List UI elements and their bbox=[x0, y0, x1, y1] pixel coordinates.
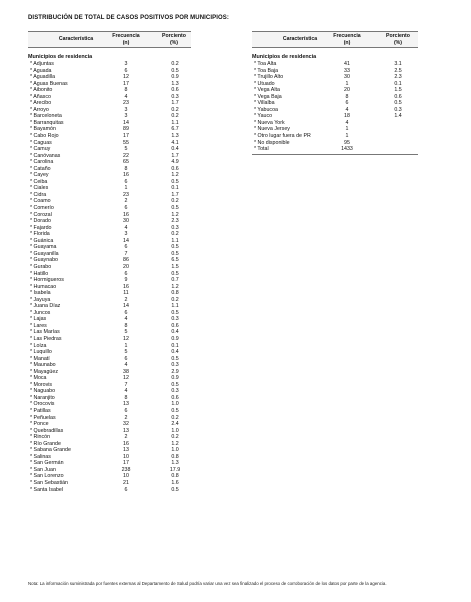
header-caracteristica: Característica bbox=[282, 36, 318, 42]
row-porciento: 1.3 bbox=[171, 80, 179, 87]
row-name: * Moca bbox=[30, 375, 47, 382]
row-name: * Utuado bbox=[254, 80, 275, 87]
header-frecuencia-unit: (n) bbox=[343, 40, 351, 46]
row-porciento: 0.5 bbox=[394, 100, 402, 107]
row-name: * Vega Alta bbox=[254, 87, 280, 94]
row-name: * Adjuntas bbox=[30, 61, 54, 67]
row-frecuencia: 3 bbox=[124, 61, 128, 67]
row-name: * Yauco bbox=[254, 113, 273, 120]
row-name: * Patillas bbox=[30, 407, 51, 414]
table-row bbox=[252, 146, 418, 153]
row-frecuencia: 16 bbox=[123, 440, 129, 447]
table-body bbox=[252, 61, 418, 153]
row-porciento: 1.2 bbox=[171, 172, 179, 179]
row-name: * Camuy bbox=[30, 146, 51, 153]
row-name: * Fajardo bbox=[30, 224, 52, 231]
row-frecuencia: 20 bbox=[344, 87, 350, 94]
row-porciento: 1.2 bbox=[171, 440, 179, 447]
row-frecuencia: 30 bbox=[123, 218, 129, 225]
row-frecuencia: 6 bbox=[124, 178, 128, 185]
header-frecuencia: Frecuencia bbox=[112, 33, 140, 39]
row-frecuencia: 3 bbox=[124, 113, 128, 120]
row-frecuencia: 17 bbox=[123, 80, 129, 87]
row-name: * Vega Baja bbox=[254, 93, 282, 100]
table-body bbox=[28, 61, 191, 493]
row-frecuencia: 6 bbox=[124, 486, 128, 493]
row-porciento: 2.3 bbox=[394, 74, 402, 81]
row-name: * Las Piedras bbox=[30, 335, 62, 342]
row-frecuencia: 14 bbox=[123, 237, 129, 244]
row-name: * Otro lugar fuera de PR bbox=[254, 133, 311, 140]
row-porciento: 0.1 bbox=[171, 342, 179, 349]
row-name: * Juana Díaz bbox=[30, 303, 61, 310]
row-porciento: 0.4 bbox=[171, 329, 179, 336]
row-porciento: 1.2 bbox=[171, 211, 179, 218]
row-name: * Isabela bbox=[30, 290, 51, 297]
row-name: * Las Marías bbox=[30, 329, 60, 336]
row-name: * Arroyo bbox=[30, 106, 49, 113]
row-frecuencia: 2 bbox=[124, 296, 128, 303]
row-name: * San Lorenzo bbox=[30, 473, 64, 480]
row-name: * Loíza bbox=[30, 342, 47, 349]
row-frecuencia: 12 bbox=[123, 74, 129, 81]
row-frecuencia: 1 bbox=[124, 185, 128, 192]
row-name: * Coamo bbox=[30, 198, 51, 205]
row-name: * Cabo Rojo bbox=[30, 133, 59, 140]
row-porciento: 2.4 bbox=[171, 421, 179, 428]
row-frecuencia: 1433 bbox=[341, 146, 353, 153]
header-frecuencia: Frecuencia bbox=[333, 33, 361, 39]
row-name: * San Juan bbox=[30, 466, 56, 473]
row-frecuencia: 32 bbox=[123, 421, 129, 428]
row-frecuencia: 5 bbox=[124, 329, 128, 336]
row-porciento: 0.8 bbox=[171, 453, 179, 460]
row-name: * Trujillo Alto bbox=[254, 74, 284, 81]
row-name: * Manatí bbox=[30, 355, 50, 362]
row-porciento: 0.3 bbox=[394, 106, 402, 113]
row-porciento: 0.6 bbox=[171, 165, 179, 172]
row-frecuencia: 4 bbox=[345, 119, 349, 126]
row-frecuencia: 17 bbox=[123, 460, 129, 467]
row-frecuencia: 1 bbox=[345, 126, 349, 133]
row-frecuencia: 38 bbox=[123, 368, 129, 375]
row-porciento: 1.0 bbox=[171, 401, 179, 408]
row-name: * Santa Isabel bbox=[30, 486, 63, 493]
table-header bbox=[28, 31, 191, 48]
row-name: * Lares bbox=[30, 322, 47, 329]
row-frecuencia: 1 bbox=[345, 80, 349, 87]
row-name: * Toa Alta bbox=[254, 61, 277, 67]
row-frecuencia: 5 bbox=[124, 146, 128, 153]
row-porciento: 2.5 bbox=[394, 67, 402, 74]
row-porciento: 0.8 bbox=[171, 290, 179, 297]
row-name: * Salinas bbox=[30, 453, 51, 460]
row-name: * Hatillo bbox=[30, 270, 49, 277]
row-porciento: 6.5 bbox=[171, 257, 179, 264]
row-porciento: 0.2 bbox=[171, 296, 179, 303]
row-porciento: 0.2 bbox=[171, 414, 179, 421]
row-porciento: 1.1 bbox=[171, 303, 179, 310]
row-name: * Aguada bbox=[30, 67, 52, 74]
page-title: DISTRIBUCIÓN DE TOTAL DE CASOS POSITIVOS POR MUNICIPIOS: bbox=[28, 15, 229, 21]
row-name: * San Sebastián bbox=[30, 480, 68, 486]
row-porciento: 0.5 bbox=[171, 205, 179, 212]
row-name: * Peñuelas bbox=[30, 414, 56, 421]
row-name: * No disponible bbox=[254, 139, 290, 146]
header-porciento-unit: (%) bbox=[169, 40, 179, 46]
row-frecuencia: 23 bbox=[123, 100, 129, 107]
row-porciento: 1.3 bbox=[171, 460, 179, 467]
row-frecuencia: 6 bbox=[345, 100, 349, 107]
row-frecuencia: 17 bbox=[123, 133, 129, 140]
row-frecuencia: 16 bbox=[123, 211, 129, 218]
row-frecuencia: 10 bbox=[123, 473, 129, 480]
row-porciento: 0.3 bbox=[171, 93, 179, 100]
row-porciento: 0.5 bbox=[171, 486, 179, 493]
row-name: * Total bbox=[254, 146, 269, 153]
row-frecuencia: 6 bbox=[124, 244, 128, 251]
row-frecuencia: 6 bbox=[124, 67, 128, 74]
row-porciento: 0.4 bbox=[171, 349, 179, 356]
row-name: * Rincón bbox=[30, 434, 51, 441]
row-porciento: 2.9 bbox=[171, 368, 179, 375]
row-porciento: 1.1 bbox=[171, 237, 179, 244]
row-porciento: 1.5 bbox=[171, 263, 179, 270]
row-name: * Río Grande bbox=[30, 440, 61, 447]
row-name: * Ciales bbox=[30, 185, 49, 192]
row-porciento: 0.3 bbox=[171, 388, 179, 395]
row-frecuencia: 4 bbox=[124, 93, 128, 100]
row-porciento: 3.1 bbox=[394, 61, 402, 67]
row-frecuencia: 13 bbox=[123, 447, 129, 454]
row-frecuencia: 16 bbox=[123, 283, 129, 290]
row-porciento: 0.6 bbox=[394, 93, 402, 100]
row-name: * Cayey bbox=[30, 172, 49, 179]
row-frecuencia: 18 bbox=[344, 113, 350, 120]
row-frecuencia: 6 bbox=[124, 407, 128, 414]
row-name: * Guayanilla bbox=[30, 250, 59, 257]
row-name: * Maunabo bbox=[30, 362, 56, 369]
row-name: * Ponce bbox=[30, 421, 49, 428]
row-porciento: 0.3 bbox=[171, 224, 179, 231]
row-name: * Dorado bbox=[30, 218, 51, 225]
row-name: * Jayuya bbox=[30, 296, 51, 303]
row-name: * Guayama bbox=[30, 244, 57, 251]
row-name: * Aguas Buenas bbox=[30, 80, 68, 87]
row-name: * Naguabo bbox=[30, 388, 56, 395]
row-name: * Yabucoa bbox=[254, 106, 278, 113]
row-frecuencia: 55 bbox=[123, 139, 129, 146]
row-porciento: 4.9 bbox=[171, 159, 179, 166]
row-porciento: 0.9 bbox=[171, 335, 179, 342]
row-frecuencia: 7 bbox=[124, 250, 128, 257]
row-name: * Lajas bbox=[30, 316, 47, 323]
row-name: * Humacao bbox=[30, 283, 57, 290]
row-name: * Guaynabo bbox=[30, 257, 58, 264]
row-name: * Caguas bbox=[30, 139, 52, 146]
table-header bbox=[252, 31, 418, 48]
row-porciento: 1.3 bbox=[171, 133, 179, 140]
row-name: * Guánica bbox=[30, 237, 54, 244]
row-frecuencia: 4 bbox=[345, 106, 349, 113]
row-porciento: 0.7 bbox=[171, 277, 179, 284]
row-name: * Cataño bbox=[30, 165, 51, 172]
municipios-table-left bbox=[28, 31, 191, 493]
row-name: * Carolina bbox=[30, 159, 54, 166]
row-porciento: 0.5 bbox=[171, 67, 179, 74]
row-frecuencia: 2 bbox=[124, 414, 128, 421]
row-porciento: 0.5 bbox=[171, 270, 179, 277]
row-name: * Hormigueros bbox=[30, 277, 64, 284]
row-frecuencia: 10 bbox=[123, 453, 129, 460]
row-frecuencia: 6 bbox=[124, 309, 128, 316]
row-porciento: 0.2 bbox=[171, 231, 179, 238]
row-name: * Sabana Grande bbox=[30, 447, 71, 454]
municipios-table-right bbox=[252, 31, 418, 153]
row-name: * Juncos bbox=[30, 309, 51, 316]
row-frecuencia: 21 bbox=[123, 480, 129, 486]
row-frecuencia: 12 bbox=[123, 375, 129, 382]
row-porciento: 0.2 bbox=[171, 198, 179, 205]
row-name: * Florida bbox=[30, 231, 50, 238]
row-name: * Arecibo bbox=[30, 100, 52, 107]
row-porciento: 17.9 bbox=[169, 466, 181, 473]
row-porciento: 0.5 bbox=[171, 244, 179, 251]
row-frecuencia: 8 bbox=[124, 394, 128, 401]
row-frecuencia: 41 bbox=[344, 61, 350, 67]
row-name: * Añasco bbox=[30, 93, 51, 100]
row-porciento: 0.5 bbox=[171, 355, 179, 362]
row-name: * San Germán bbox=[30, 460, 64, 467]
row-frecuencia: 3 bbox=[124, 106, 128, 113]
row-frecuencia: 89 bbox=[123, 126, 129, 133]
row-porciento: 1.1 bbox=[171, 119, 179, 126]
row-frecuencia: 4 bbox=[124, 388, 128, 395]
row-porciento: 0.5 bbox=[171, 407, 179, 414]
row-frecuencia: 11 bbox=[123, 290, 129, 297]
row-frecuencia: 95 bbox=[344, 139, 350, 146]
row-frecuencia: 22 bbox=[123, 152, 129, 159]
header-porciento-unit: (%) bbox=[393, 40, 403, 46]
row-name: * Orocovis bbox=[30, 401, 55, 408]
row-frecuencia: 65 bbox=[123, 159, 129, 166]
section-label: Municipios de residencia bbox=[28, 54, 93, 60]
row-name: * Gurabo bbox=[30, 263, 52, 270]
row-porciento: 1.4 bbox=[394, 113, 402, 120]
row-porciento: 1.0 bbox=[171, 427, 179, 434]
row-porciento: 0.9 bbox=[171, 74, 179, 81]
row-porciento: 0.1 bbox=[171, 185, 179, 192]
row-name: * Cidra bbox=[30, 191, 47, 198]
row-frecuencia: 8 bbox=[345, 93, 349, 100]
row-porciento: 0.6 bbox=[171, 87, 179, 94]
footnote: Nota: La información suministrada por fuentes externas al Departamento de Salud podría variar una vez sea finalizado el proceso de corroboración de los datos por parte de la agencia. bbox=[28, 581, 387, 586]
row-name: * Toa Baja bbox=[254, 67, 279, 74]
row-frecuencia: 8 bbox=[124, 322, 128, 329]
row-frecuencia: 6 bbox=[124, 355, 128, 362]
row-name: * Quebradillas bbox=[30, 427, 64, 434]
row-frecuencia: 5 bbox=[124, 349, 128, 356]
row-frecuencia: 23 bbox=[123, 191, 129, 198]
row-frecuencia: 9 bbox=[124, 277, 128, 284]
row-frecuencia: 7 bbox=[124, 381, 128, 388]
row-frecuencia: 16 bbox=[123, 172, 129, 179]
row-porciento: 1.6 bbox=[171, 480, 179, 486]
row-frecuencia: 12 bbox=[123, 335, 129, 342]
row-frecuencia: 238 bbox=[121, 466, 131, 473]
row-porciento: 0.5 bbox=[171, 178, 179, 185]
row-porciento: 0.6 bbox=[171, 322, 179, 329]
row-porciento: 0.5 bbox=[171, 381, 179, 388]
row-name: * Barranquitas bbox=[30, 119, 64, 126]
row-name: * Aguadilla bbox=[30, 74, 56, 81]
row-porciento: 0.5 bbox=[171, 250, 179, 257]
row-name: * Mayagüez bbox=[30, 368, 58, 375]
row-name: * Ceiba bbox=[30, 178, 48, 185]
row-frecuencia: 4 bbox=[124, 316, 128, 323]
row-frecuencia: 3 bbox=[124, 231, 128, 238]
header-caracteristica: Característica bbox=[58, 36, 94, 42]
row-name: * Comerío bbox=[30, 205, 54, 212]
row-frecuencia: 30 bbox=[344, 74, 350, 81]
row-porciento: 1.7 bbox=[171, 191, 179, 198]
row-frecuencia: 1 bbox=[124, 342, 128, 349]
table-row bbox=[28, 487, 191, 494]
row-frecuencia: 2 bbox=[124, 434, 128, 441]
row-name: * Nueva Jersey bbox=[254, 126, 290, 133]
row-frecuencia: 13 bbox=[123, 401, 129, 408]
row-porciento: 0.5 bbox=[171, 309, 179, 316]
header-porciento: Porciento bbox=[162, 33, 186, 39]
row-name: * Morovis bbox=[30, 381, 53, 388]
row-porciento: 0.4 bbox=[171, 146, 179, 153]
row-name: * Nueva York bbox=[254, 119, 285, 126]
row-frecuencia: 1 bbox=[345, 133, 349, 140]
row-name: * Villalba bbox=[254, 100, 275, 107]
row-porciento: 1.0 bbox=[171, 447, 179, 454]
row-porciento: 0.1 bbox=[394, 80, 402, 87]
row-porciento: 0.2 bbox=[171, 61, 179, 67]
row-porciento: 0.8 bbox=[171, 473, 179, 480]
row-porciento: 0.2 bbox=[171, 113, 179, 120]
row-porciento: 0.6 bbox=[171, 394, 179, 401]
row-frecuencia: 14 bbox=[123, 303, 129, 310]
section-label: Municipios de residencia bbox=[252, 54, 317, 60]
row-porciento: 4.1 bbox=[171, 139, 179, 146]
row-name: * Corozal bbox=[30, 211, 52, 218]
row-frecuencia: 4 bbox=[124, 224, 128, 231]
row-frecuencia: 14 bbox=[123, 119, 129, 126]
row-name: * Barceloneta bbox=[30, 113, 62, 120]
row-name: * Aibonito bbox=[30, 87, 53, 94]
row-frecuencia: 6 bbox=[124, 270, 128, 277]
row-frecuencia: 86 bbox=[123, 257, 129, 264]
row-frecuencia: 4 bbox=[124, 362, 128, 369]
row-porciento: 0.3 bbox=[171, 316, 179, 323]
row-porciento: 0.9 bbox=[171, 375, 179, 382]
row-frecuencia: 20 bbox=[123, 263, 129, 270]
row-porciento: 1.5 bbox=[394, 87, 402, 94]
row-frecuencia: 33 bbox=[344, 67, 350, 74]
row-porciento: 0.3 bbox=[171, 362, 179, 369]
header-frecuencia-unit: (n) bbox=[122, 40, 130, 46]
row-name: * Naranjito bbox=[30, 394, 55, 401]
row-frecuencia: 8 bbox=[124, 165, 128, 172]
row-frecuencia: 6 bbox=[124, 205, 128, 212]
row-name: * Luquillo bbox=[30, 349, 52, 356]
table-bottom-rule bbox=[252, 154, 418, 155]
row-porciento: 0.2 bbox=[171, 434, 179, 441]
row-porciento: 2.3 bbox=[171, 218, 179, 225]
row-porciento: 0.2 bbox=[171, 106, 179, 113]
row-porciento: 6.7 bbox=[171, 126, 179, 133]
row-name: * Canóvanas bbox=[30, 152, 61, 159]
row-porciento: 1.7 bbox=[171, 152, 179, 159]
row-name: * Bayamón bbox=[30, 126, 56, 133]
row-frecuencia: 8 bbox=[124, 87, 128, 94]
row-porciento: 1.2 bbox=[171, 283, 179, 290]
row-frecuencia: 13 bbox=[123, 427, 129, 434]
row-frecuencia: 2 bbox=[124, 198, 128, 205]
row-porciento: 1.7 bbox=[171, 100, 179, 107]
header-porciento: Porciento bbox=[386, 33, 410, 39]
